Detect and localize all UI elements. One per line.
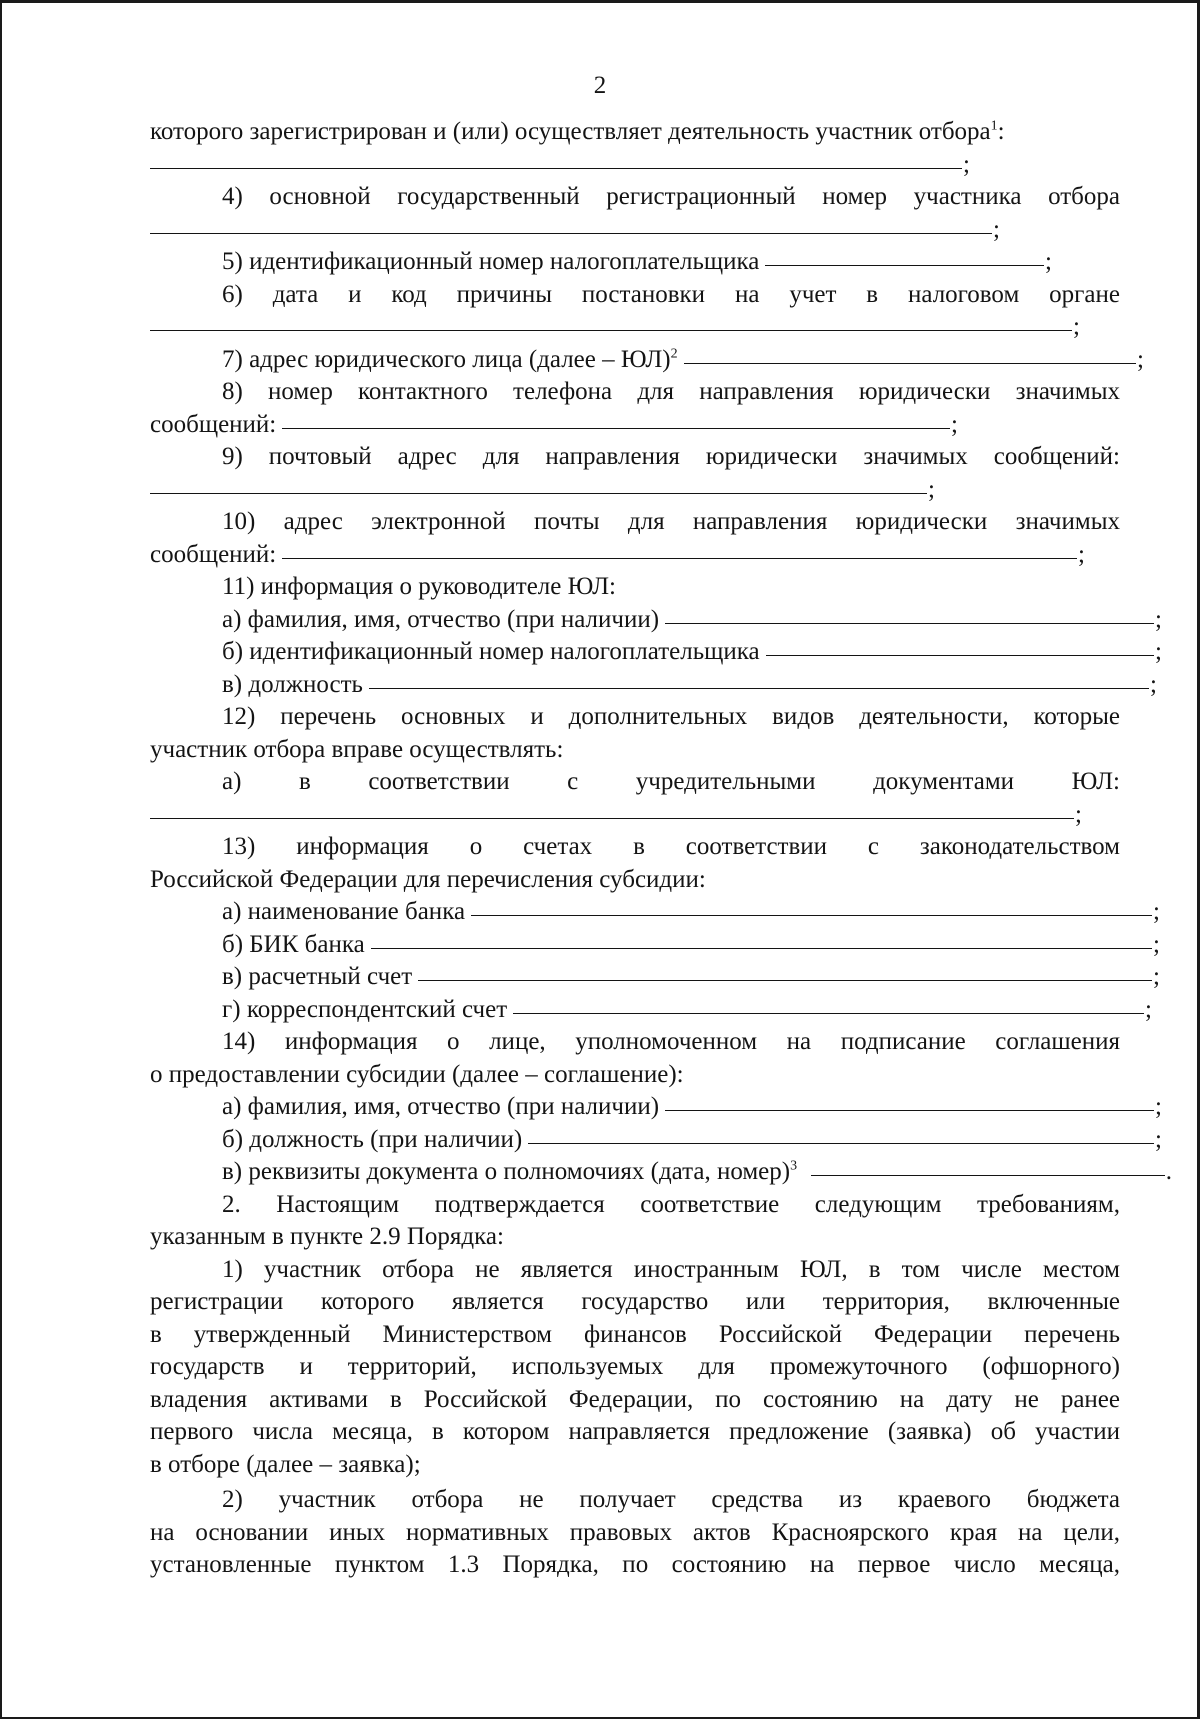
email-field[interactable] bbox=[282, 539, 1077, 559]
requirement-1-line: в отборе (далее – заявка); bbox=[150, 1450, 421, 1478]
item-8-cont-row: сообщений: ; bbox=[150, 410, 958, 438]
signatory-position-field[interactable] bbox=[528, 1124, 1154, 1144]
section-2-cont: указанным в пункте 2.9 Порядка: bbox=[150, 1223, 504, 1250]
blank-line: ; bbox=[150, 149, 970, 182]
head-name-field[interactable] bbox=[665, 604, 1154, 624]
section-2-heading: 2. Настоящим подтверждается соответствие следующим требованиям, bbox=[222, 1190, 1120, 1218]
legal-address-field[interactable] bbox=[684, 344, 1136, 364]
requirement-1-line: в утвержденный Министерством финансов Российской Федерации перечень bbox=[150, 1320, 1120, 1348]
tax-registration-field[interactable] bbox=[150, 311, 1072, 331]
item-5-label: 5) идентификационный номер налогоплательщика bbox=[222, 248, 760, 275]
document-body bbox=[150, 116, 1172, 1582]
inn-field[interactable] bbox=[765, 246, 1044, 266]
item-7-label: 7) адрес юридического лица (далее – ЮЛ)$^2$ bbox=[222, 345, 678, 373]
item-12-label: 12) перечень основных и дополнительных видов деятельности, которые bbox=[222, 703, 1120, 730]
phone-field[interactable] bbox=[282, 409, 950, 429]
requirement-2-line: 2) участник отбора не получает средства из краевого бюджета bbox=[222, 1486, 1120, 1513]
item-6-label: 6) дата и код причины постановки на учет в налоговом органе bbox=[222, 280, 1120, 308]
postal-address-field[interactable] bbox=[150, 474, 927, 494]
account-field[interactable] bbox=[418, 961, 1152, 981]
activities-field[interactable] bbox=[150, 799, 1074, 819]
page-number: 2 bbox=[593, 72, 607, 99]
item-14-label: 14) информация о лице, уполномоченном на подписание соглашения bbox=[222, 1028, 1120, 1055]
item-8-label: 8) номер контактного телефона для направления юридически значимых bbox=[222, 378, 1120, 405]
blank-line: ; bbox=[150, 799, 1082, 832]
item-11a-row: а) фамилия, имя, отчество (при наличии) ; bbox=[222, 605, 1162, 633]
head-position-field[interactable] bbox=[369, 669, 1149, 689]
ogrn-field[interactable] bbox=[150, 214, 992, 234]
item-10-cont-row: сообщений: ; bbox=[150, 540, 1085, 568]
item-13-cont: Российской Федерации для перечисления субсидии: bbox=[150, 865, 706, 893]
text-line: которого зарегистрирован и (или) осуществляет деятельность участник отбора$^1$: bbox=[150, 118, 1005, 145]
head-inn-field[interactable] bbox=[766, 636, 1154, 656]
item-14c-row: в) реквизиты документа о полномочиях (дата, номер)$^3$ . bbox=[222, 1158, 1172, 1185]
item-13a-row: а) наименование банка ; bbox=[222, 898, 1160, 925]
signatory-name-field[interactable] bbox=[665, 1091, 1154, 1111]
item-11-label: 11) информация о руководителе ЮЛ: bbox=[222, 573, 616, 600]
requirement-1-line: регистрации которого является государство или территория, включенные bbox=[150, 1288, 1120, 1315]
bank-name-field[interactable] bbox=[471, 896, 1152, 916]
authority-document-field[interactable] bbox=[811, 1156, 1165, 1176]
item-4-label: 4) основной государственный регистрационный номер участника отбора bbox=[222, 183, 1120, 210]
blank-line: ; bbox=[150, 311, 1080, 344]
item-12a-row: а) в соответствии с учредительными документами ЮЛ: bbox=[222, 768, 1120, 795]
requirement-1-line: 1) участник отбора не является иностранным ЮЛ, в том числе местом bbox=[222, 1255, 1120, 1283]
requirement-1-line: владения активами в Российской Федерации, по состоянию на дату не ранее bbox=[150, 1385, 1120, 1413]
item-14-cont: о предоставлении субсидии (далее – соглашение): bbox=[150, 1060, 684, 1088]
item-13-label: 13) информация о счетах в соответствии с законодательством bbox=[222, 833, 1120, 860]
bik-field[interactable] bbox=[371, 929, 1152, 949]
item-9-label: 9) почтовый адрес для направления юридически значимых сообщений: bbox=[222, 443, 1120, 470]
item-13b-row: б) БИК банка ; bbox=[222, 930, 1160, 958]
corr-account-field[interactable] bbox=[513, 994, 1144, 1014]
item-10-label: 10) адрес электронной почты для направления юридически значимых bbox=[222, 508, 1120, 535]
item-7-row: 7) адрес юридического лица (далее – ЮЛ)$^2$ ; bbox=[150, 344, 1144, 377]
blank-line: ; bbox=[150, 214, 1000, 247]
requirement-1-line: первого числа месяца, в котором направляется предложение (заявка) об участии bbox=[150, 1418, 1120, 1445]
item-5-row: 5) идентификационный номер налогоплательщика ; bbox=[150, 246, 1052, 279]
blank-line: ; bbox=[150, 474, 935, 507]
requirement-1-line: государств и территорий, используемых для промежуточного (офшорного) bbox=[150, 1353, 1120, 1380]
item-14b-row: б) должность (при наличии) ; bbox=[222, 1125, 1162, 1153]
item-13d-row: г) корреспондентский счет ; bbox=[222, 995, 1152, 1023]
item-11c-row: в) должность ; bbox=[222, 670, 1157, 698]
requirement-2-line: установленные пунктом 1.3 Порядка, по состоянию на первое число месяца, bbox=[150, 1551, 1120, 1578]
item-13c-row: в) расчетный счет ; bbox=[222, 963, 1160, 990]
scan-border-top bbox=[0, 0, 1200, 3]
scan-border-left bbox=[0, 0, 2, 1719]
form-field-underline[interactable] bbox=[150, 149, 962, 169]
item-14a-row: а) фамилия, имя, отчество (при наличии) ; bbox=[222, 1093, 1162, 1120]
requirement-2-line: на основании иных нормативных правовых актов Красноярского края на цели, bbox=[150, 1518, 1120, 1546]
item-11b-row: б) идентификационный номер налогоплательщика ; bbox=[222, 638, 1162, 665]
item-12-cont: участник отбора вправе осуществлять: bbox=[150, 735, 564, 763]
